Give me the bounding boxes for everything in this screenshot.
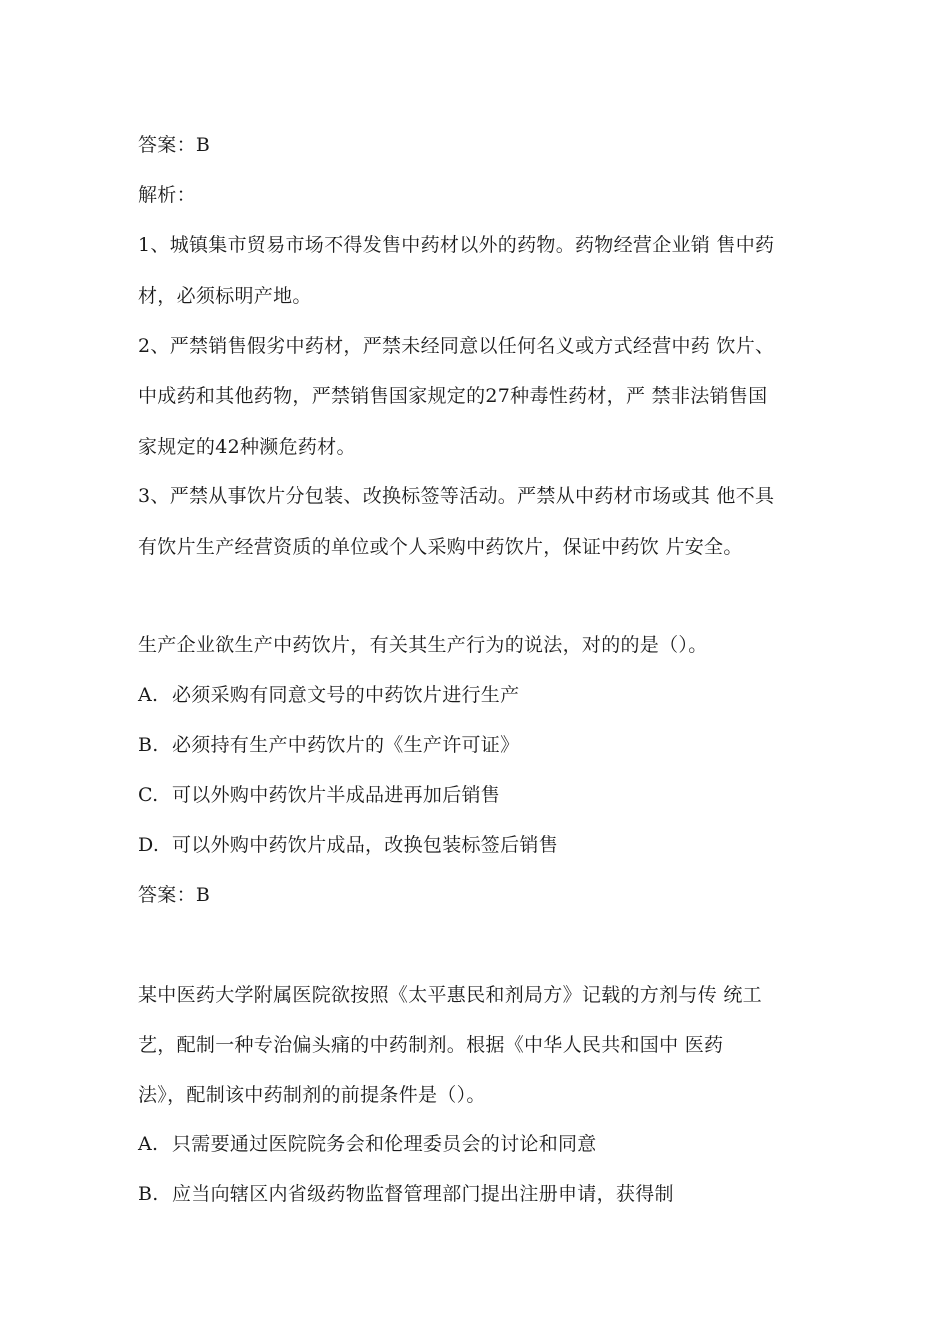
question-2-stem: 生产企业欲生产中药饮片，有关其生产行为的说法，对的的是（）。 [138, 634, 708, 656]
analysis-label: 解析： [138, 184, 196, 206]
question-3-stem-line: 艺，配制一种专治偏头痛的中药制剂。根据《中华人民共和国中 医药 [138, 1034, 724, 1056]
question-2-option-d [138, 833, 828, 857]
option-label: B. [138, 734, 159, 756]
option-label: B. [138, 1183, 159, 1205]
analysis-line: 家规定的42种濒危药材。 [138, 436, 356, 458]
analysis-line: 1、城镇集市贸易市场不得发售中药材以外的药物。药物经营企业销 售中药 [138, 234, 775, 256]
question-2-option-a [138, 683, 828, 707]
option-text: 必须持有生产中药饮片的《生产许可证》 [172, 734, 520, 756]
answer-2: 答案：B [138, 884, 211, 906]
question-2-option-c [138, 783, 828, 807]
option-text: 可以外购中药饮片半成品进再加后销售 [172, 784, 501, 806]
option-label: A. [138, 1133, 159, 1155]
question-3-option-a [138, 1132, 828, 1156]
option-text: 应当向辖区内省级药物监督管理部门提出注册申请，获得制 [172, 1183, 674, 1205]
option-text: 必须采购有同意文号的中药饮片进行生产 [172, 684, 520, 706]
analysis-line: 中成药和其他药物，严禁销售国家规定的27种毒性药材，严 禁非法销售国 [138, 385, 768, 407]
question-2-option-b [138, 733, 828, 757]
answer-1: 答案：B [138, 134, 211, 156]
option-label: D. [138, 834, 160, 856]
analysis-line: 有饮片生产经营资质的单位或个人采购中药饮片，保证中药饮 片安全。 [138, 536, 743, 558]
question-3-stem-line: 法》，配制该中药制剂的前提条件是（）。 [138, 1084, 486, 1106]
question-3-option-b [138, 1182, 828, 1206]
analysis-line: 3、严禁从事饮片分包装、改换标签等活动。严禁从中药材市场或其 他不具 [138, 485, 775, 507]
analysis-line: 材，必须标明产地。 [138, 285, 312, 307]
option-label: A. [138, 684, 159, 706]
question-3-stem-line: 某中医药大学附属医院欲按照《太平惠民和剂局方》记载的方剂与传 统工 [138, 984, 762, 1006]
option-text: 可以外购中药饮片成品，改换包装标签后销售 [172, 834, 559, 856]
option-text: 只需要通过医院院务会和伦理委员会的讨论和同意 [172, 1133, 597, 1155]
analysis-line: 2、严禁销售假劣中药材，严禁未经同意以任何名义或方式经营中药 饮片、 [138, 335, 775, 357]
option-label: C. [138, 784, 159, 806]
